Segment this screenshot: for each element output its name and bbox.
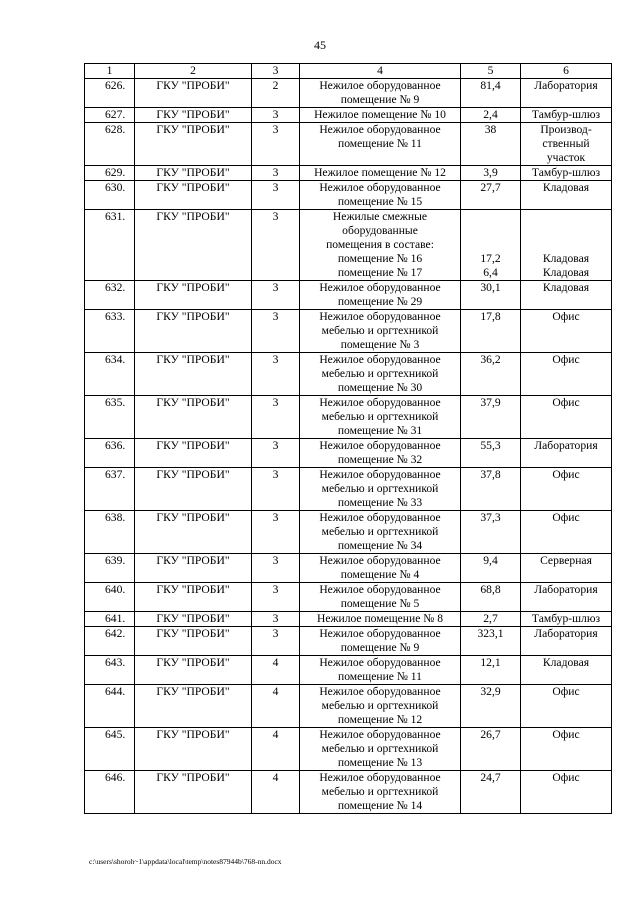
area-cell bbox=[461, 612, 521, 627]
premises-name-cell bbox=[300, 656, 461, 685]
premises-name-cell bbox=[300, 771, 461, 814]
row-number-cell: 636. bbox=[85, 439, 135, 468]
area-cell bbox=[461, 685, 521, 728]
row-number-cell: 628. bbox=[85, 123, 135, 166]
usage-cell-line bbox=[523, 224, 609, 238]
usage-cell bbox=[521, 310, 612, 353]
area-cell-line: 36,2 bbox=[480, 353, 501, 366]
organization-cell: ГКУ "ПРОБИ" bbox=[135, 353, 252, 396]
usage-cell-line: Офис bbox=[552, 511, 580, 524]
table-header-row bbox=[85, 64, 612, 79]
floor-cell: 3 bbox=[252, 583, 300, 612]
table-row bbox=[85, 439, 612, 468]
usage-cell-line bbox=[523, 238, 609, 252]
area-cell bbox=[461, 79, 521, 108]
area-cell bbox=[461, 554, 521, 583]
usage-cell bbox=[521, 281, 612, 310]
area-cell-line: 323,1 bbox=[477, 627, 504, 640]
area-cell bbox=[461, 123, 521, 166]
floor-cell: 3 bbox=[252, 612, 300, 627]
area-cell-line: 12,1 bbox=[480, 656, 501, 669]
row-number-cell: 633. bbox=[85, 310, 135, 353]
area-cell-line bbox=[463, 224, 518, 238]
area-cell-line: 37,9 bbox=[480, 396, 501, 409]
organization-cell: ГКУ "ПРОБИ" bbox=[135, 656, 252, 685]
table-row bbox=[85, 511, 612, 554]
table-row bbox=[85, 627, 612, 656]
floor-cell: 3 bbox=[252, 181, 300, 210]
area-cell bbox=[461, 511, 521, 554]
organization-cell: ГКУ "ПРОБИ" bbox=[135, 554, 252, 583]
table-row bbox=[85, 353, 612, 396]
row-number-cell: 640. bbox=[85, 583, 135, 612]
floor-cell: 4 bbox=[252, 685, 300, 728]
floor-cell: 3 bbox=[252, 396, 300, 439]
organization-cell: ГКУ "ПРОБИ" bbox=[135, 685, 252, 728]
premises-name-cell-line: оборудованные bbox=[342, 224, 418, 237]
usage-cell-line: Тамбур-шлюз bbox=[531, 166, 601, 179]
area-cell-line: 26,7 bbox=[480, 728, 501, 741]
organization-cell: ГКУ "ПРОБИ" bbox=[135, 771, 252, 814]
organization-cell: ГКУ "ПРОБИ" bbox=[135, 281, 252, 310]
usage-cell-line: Лаборатория bbox=[534, 79, 598, 92]
premises-name-cell-line: помещение № 9 bbox=[340, 641, 420, 654]
premises-name-cell-line: Нежилое оборудованное bbox=[319, 656, 441, 669]
premises-name-cell-line: Нежилое оборудованное bbox=[319, 439, 441, 452]
premises-name-cell-line: помещение № 13 bbox=[337, 756, 423, 769]
floor-cell: 3 bbox=[252, 108, 300, 123]
premises-name-cell-line: Нежилое оборудованное bbox=[319, 79, 441, 92]
floor-cell: 3 bbox=[252, 310, 300, 353]
usage-cell-line: Офис bbox=[552, 728, 580, 741]
premises-name-cell-line: помещение № 16 bbox=[337, 252, 423, 265]
premises-name-cell-line: мебелью и оргтехникой bbox=[321, 324, 439, 337]
floor-cell: 3 bbox=[252, 281, 300, 310]
floor-cell: 3 bbox=[252, 627, 300, 656]
area-cell-line: 27,7 bbox=[480, 181, 501, 194]
row-number-cell: 638. bbox=[85, 511, 135, 554]
table-row bbox=[85, 310, 612, 353]
premises-name-cell bbox=[300, 166, 461, 181]
area-cell bbox=[461, 108, 521, 123]
area-cell bbox=[461, 656, 521, 685]
organization-cell: ГКУ "ПРОБИ" bbox=[135, 79, 252, 108]
premises-name-cell bbox=[300, 353, 461, 396]
area-cell-line: 17,8 bbox=[480, 310, 501, 323]
premises-name-cell-line: мебелью и оргтехникой bbox=[321, 525, 439, 538]
premises-name-cell bbox=[300, 310, 461, 353]
premises-name-cell bbox=[300, 181, 461, 210]
premises-name-cell-line: Нежилое оборудованное bbox=[319, 123, 441, 136]
area-cell-line: 37,8 bbox=[480, 468, 501, 481]
usage-cell bbox=[521, 685, 612, 728]
table-row bbox=[85, 79, 612, 108]
premises-name-cell-line: помещение № 30 bbox=[337, 381, 423, 394]
table-row bbox=[85, 210, 612, 281]
area-cell-line bbox=[463, 210, 518, 224]
area-cell-line: 37,3 bbox=[480, 511, 501, 524]
premises-name-cell-line: мебелью и оргтехникой bbox=[321, 367, 439, 380]
usage-cell bbox=[521, 583, 612, 612]
premises-name-cell bbox=[300, 396, 461, 439]
usage-cell-line: Кладовая bbox=[542, 656, 590, 669]
usage-cell-line: Офис bbox=[552, 396, 580, 409]
premises-name-cell-line: Нежилое оборудованное bbox=[319, 511, 441, 524]
usage-cell bbox=[521, 627, 612, 656]
usage-cell bbox=[521, 166, 612, 181]
row-number-cell: 632. bbox=[85, 281, 135, 310]
premises-name-cell-line: Нежилое оборудованное bbox=[319, 310, 441, 323]
premises-name-cell bbox=[300, 468, 461, 511]
premises-name-cell-line: помещение № 33 bbox=[337, 496, 423, 509]
area-cell bbox=[461, 468, 521, 511]
row-number-cell: 645. bbox=[85, 728, 135, 771]
organization-cell: ГКУ "ПРОБИ" bbox=[135, 310, 252, 353]
area-cell-line: 2,4 bbox=[483, 108, 498, 121]
floor-cell: 3 bbox=[252, 554, 300, 583]
table-row bbox=[85, 396, 612, 439]
organization-cell: ГКУ "ПРОБИ" bbox=[135, 612, 252, 627]
premises-name-cell-line: помещение № 5 bbox=[340, 597, 420, 610]
premises-table bbox=[84, 63, 612, 814]
premises-name-cell bbox=[300, 583, 461, 612]
premises-name-cell-line: Нежилое оборудованное bbox=[319, 554, 441, 567]
row-number-cell: 639. bbox=[85, 554, 135, 583]
premises-name-cell-line: мебелью и оргтехникой bbox=[321, 699, 439, 712]
table-row bbox=[85, 181, 612, 210]
header-cell: 5 bbox=[461, 64, 521, 79]
premises-name-cell-line: помещение № 29 bbox=[337, 295, 423, 308]
premises-name-cell-line: Нежилое оборудованное bbox=[319, 281, 441, 294]
area-cell-line: 2,7 bbox=[483, 612, 498, 625]
area-cell-line: 81,4 bbox=[480, 79, 501, 92]
usage-cell-line: Кладовая bbox=[542, 252, 590, 265]
premises-name-cell-line: Нежилое оборудованное bbox=[319, 353, 441, 366]
premises-name-cell bbox=[300, 123, 461, 166]
premises-name-cell bbox=[300, 511, 461, 554]
table-row bbox=[85, 685, 612, 728]
area-cell-line: 6,4 bbox=[483, 266, 498, 279]
premises-name-cell-line: Нежилое оборудованное bbox=[319, 468, 441, 481]
premises-name-cell bbox=[300, 728, 461, 771]
table-row bbox=[85, 468, 612, 511]
row-number-cell: 629. bbox=[85, 166, 135, 181]
area-cell-line: 24,7 bbox=[480, 771, 501, 784]
area-cell bbox=[461, 281, 521, 310]
usage-cell bbox=[521, 123, 612, 166]
organization-cell: ГКУ "ПРОБИ" bbox=[135, 728, 252, 771]
table-row bbox=[85, 583, 612, 612]
premises-name-cell-line: Нежилые смежные bbox=[332, 210, 428, 223]
premises-name-cell bbox=[300, 210, 461, 281]
table-row bbox=[85, 123, 612, 166]
premises-name-cell bbox=[300, 685, 461, 728]
floor-cell: 4 bbox=[252, 771, 300, 814]
area-cell bbox=[461, 210, 521, 281]
organization-cell: ГКУ "ПРОБИ" bbox=[135, 439, 252, 468]
premises-name-cell-line: помещение № 4 bbox=[340, 568, 420, 581]
premises-name-cell-line: помещение № 11 bbox=[338, 670, 422, 683]
usage-cell bbox=[521, 554, 612, 583]
row-number-cell: 630. bbox=[85, 181, 135, 210]
area-cell bbox=[461, 166, 521, 181]
premises-name-cell-line: помещение № 15 bbox=[337, 195, 423, 208]
organization-cell: ГКУ "ПРОБИ" bbox=[135, 181, 252, 210]
usage-cell-line bbox=[523, 210, 609, 224]
usage-cell-line: Серверная bbox=[540, 554, 592, 567]
premises-name-cell-line: помещение № 34 bbox=[337, 539, 423, 552]
page-number: 45 bbox=[314, 38, 326, 52]
usage-cell-line: Производ- bbox=[540, 123, 592, 136]
premises-name-cell-line: Нежилое помещение № 8 bbox=[316, 612, 444, 625]
organization-cell: ГКУ "ПРОБИ" bbox=[135, 468, 252, 511]
header-cell: 6 bbox=[521, 64, 612, 79]
area-cell-line: 32,9 bbox=[480, 685, 501, 698]
usage-cell bbox=[521, 656, 612, 685]
floor-cell: 4 bbox=[252, 656, 300, 685]
organization-cell: ГКУ "ПРОБИ" bbox=[135, 123, 252, 166]
area-cell bbox=[461, 181, 521, 210]
usage-cell bbox=[521, 210, 612, 281]
header-cell: 3 bbox=[252, 64, 300, 79]
row-number-cell: 631. bbox=[85, 210, 135, 281]
header-cell: 1 bbox=[85, 64, 135, 79]
usage-cell bbox=[521, 612, 612, 627]
premises-name-cell-line: помещение № 17 bbox=[337, 266, 423, 279]
table-row bbox=[85, 554, 612, 583]
area-cell bbox=[461, 627, 521, 656]
premises-name-cell-line: Нежилое оборудованное bbox=[319, 771, 441, 784]
file-path-footer: c:\users\shoroh~1\appdata\local\temp\notes87944b\768-nn.docx bbox=[89, 857, 282, 866]
floor-cell: 2 bbox=[252, 79, 300, 108]
usage-cell-line: Офис bbox=[552, 771, 580, 784]
usage-cell-line: Кладовая bbox=[542, 281, 590, 294]
premises-name-cell-line: мебелью и оргтехникой bbox=[321, 742, 439, 755]
premises-name-cell-line: помещения в составе: bbox=[326, 238, 434, 251]
usage-cell-line: Тамбур-шлюз bbox=[531, 612, 601, 625]
usage-cell-line: Лаборатория bbox=[534, 439, 598, 452]
premises-name-cell-line: мебелью и оргтехникой bbox=[321, 410, 439, 423]
row-number-cell: 626. bbox=[85, 79, 135, 108]
organization-cell: ГКУ "ПРОБИ" bbox=[135, 627, 252, 656]
table-row bbox=[85, 656, 612, 685]
floor-cell: 3 bbox=[252, 439, 300, 468]
row-number-cell: 644. bbox=[85, 685, 135, 728]
premises-name-cell bbox=[300, 108, 461, 123]
row-number-cell: 627. bbox=[85, 108, 135, 123]
area-cell bbox=[461, 728, 521, 771]
usage-cell bbox=[521, 396, 612, 439]
floor-cell: 3 bbox=[252, 511, 300, 554]
premises-name-cell-line: Нежилое оборудованное bbox=[319, 685, 441, 698]
premises-name-cell-line: помещение № 14 bbox=[337, 799, 423, 812]
floor-cell: 3 bbox=[252, 210, 300, 281]
row-number-cell: 637. bbox=[85, 468, 135, 511]
floor-cell: 4 bbox=[252, 728, 300, 771]
usage-cell-line: Лаборатория bbox=[534, 627, 598, 640]
premises-name-cell-line: мебелью и оргтехникой bbox=[321, 785, 439, 798]
usage-cell-line: Офис bbox=[552, 310, 580, 323]
premises-name-cell-line: Нежилое помещение № 12 bbox=[314, 166, 446, 179]
usage-cell bbox=[521, 728, 612, 771]
usage-cell-line: ственный bbox=[542, 137, 590, 150]
area-cell bbox=[461, 310, 521, 353]
usage-cell bbox=[521, 181, 612, 210]
area-cell-line: 68,8 bbox=[480, 583, 501, 596]
usage-cell bbox=[521, 771, 612, 814]
area-cell-line: 55,3 bbox=[480, 439, 501, 452]
row-number-cell: 646. bbox=[85, 771, 135, 814]
premises-name-cell-line: помещение № 12 bbox=[337, 713, 423, 726]
row-number-cell: 641. bbox=[85, 612, 135, 627]
header-cell: 2 bbox=[135, 64, 252, 79]
floor-cell: 3 bbox=[252, 123, 300, 166]
floor-cell: 3 bbox=[252, 468, 300, 511]
usage-cell bbox=[521, 108, 612, 123]
area-cell-line: 30,1 bbox=[480, 281, 501, 294]
organization-cell: ГКУ "ПРОБИ" bbox=[135, 108, 252, 123]
organization-cell: ГКУ "ПРОБИ" bbox=[135, 166, 252, 181]
area-cell-line bbox=[463, 238, 518, 252]
usage-cell-line: участок bbox=[546, 151, 586, 164]
area-cell bbox=[461, 353, 521, 396]
premises-name-cell-line: Нежилое помещение № 10 bbox=[314, 108, 446, 121]
table-row bbox=[85, 771, 612, 814]
usage-cell-line: Офис bbox=[552, 353, 580, 366]
premises-name-cell-line: Нежилое оборудованное bbox=[319, 728, 441, 741]
table-row bbox=[85, 612, 612, 627]
table-row bbox=[85, 108, 612, 123]
area-cell bbox=[461, 396, 521, 439]
usage-cell-line: Тамбур-шлюз bbox=[531, 108, 601, 121]
premises-name-cell-line: Нежилое оборудованное bbox=[319, 627, 441, 640]
usage-cell-line: Офис bbox=[552, 468, 580, 481]
row-number-cell: 634. bbox=[85, 353, 135, 396]
premises-name-cell-line: Нежилое оборудованное bbox=[319, 583, 441, 596]
table-row bbox=[85, 728, 612, 771]
usage-cell bbox=[521, 468, 612, 511]
organization-cell: ГКУ "ПРОБИ" bbox=[135, 583, 252, 612]
floor-cell: 3 bbox=[252, 353, 300, 396]
usage-cell bbox=[521, 79, 612, 108]
usage-cell bbox=[521, 511, 612, 554]
premises-name-cell-line: помещение № 31 bbox=[337, 424, 423, 437]
usage-cell-line: Кладовая bbox=[542, 181, 590, 194]
premises-name-cell-line: мебелью и оргтехникой bbox=[321, 482, 439, 495]
organization-cell: ГКУ "ПРОБИ" bbox=[135, 511, 252, 554]
premises-name-cell-line: Нежилое оборудованное bbox=[319, 181, 441, 194]
premises-name-cell bbox=[300, 439, 461, 468]
premises-name-cell-line: помещение № 11 bbox=[338, 137, 422, 150]
usage-cell-line: Офис bbox=[552, 685, 580, 698]
usage-cell-line: Лаборатория bbox=[534, 583, 598, 596]
premises-name-cell-line: помещение № 32 bbox=[337, 453, 423, 466]
premises-name-cell bbox=[300, 627, 461, 656]
area-cell bbox=[461, 771, 521, 814]
area-cell-line: 9,4 bbox=[483, 554, 498, 567]
area-cell bbox=[461, 439, 521, 468]
floor-cell: 3 bbox=[252, 166, 300, 181]
usage-cell bbox=[521, 439, 612, 468]
premises-name-cell-line: Нежилое оборудованное bbox=[319, 396, 441, 409]
area-cell-line: 17,2 bbox=[480, 252, 501, 265]
table-row bbox=[85, 166, 612, 181]
usage-cell-line: Кладовая bbox=[542, 266, 590, 279]
organization-cell: ГКУ "ПРОБИ" bbox=[135, 210, 252, 281]
premises-name-cell-line: помещение № 3 bbox=[340, 338, 420, 351]
usage-cell bbox=[521, 353, 612, 396]
table-row bbox=[85, 281, 612, 310]
row-number-cell: 642. bbox=[85, 627, 135, 656]
row-number-cell: 635. bbox=[85, 396, 135, 439]
area-cell-line: 3,9 bbox=[483, 166, 498, 179]
area-cell bbox=[461, 583, 521, 612]
organization-cell: ГКУ "ПРОБИ" bbox=[135, 396, 252, 439]
header-cell: 4 bbox=[300, 64, 461, 79]
premises-name-cell bbox=[300, 79, 461, 108]
premises-name-cell bbox=[300, 281, 461, 310]
row-number-cell: 643. bbox=[85, 656, 135, 685]
premises-name-cell-line: помещение № 9 bbox=[340, 93, 420, 106]
area-cell-line: 38 bbox=[484, 123, 497, 136]
premises-name-cell bbox=[300, 554, 461, 583]
premises-name-cell bbox=[300, 612, 461, 627]
